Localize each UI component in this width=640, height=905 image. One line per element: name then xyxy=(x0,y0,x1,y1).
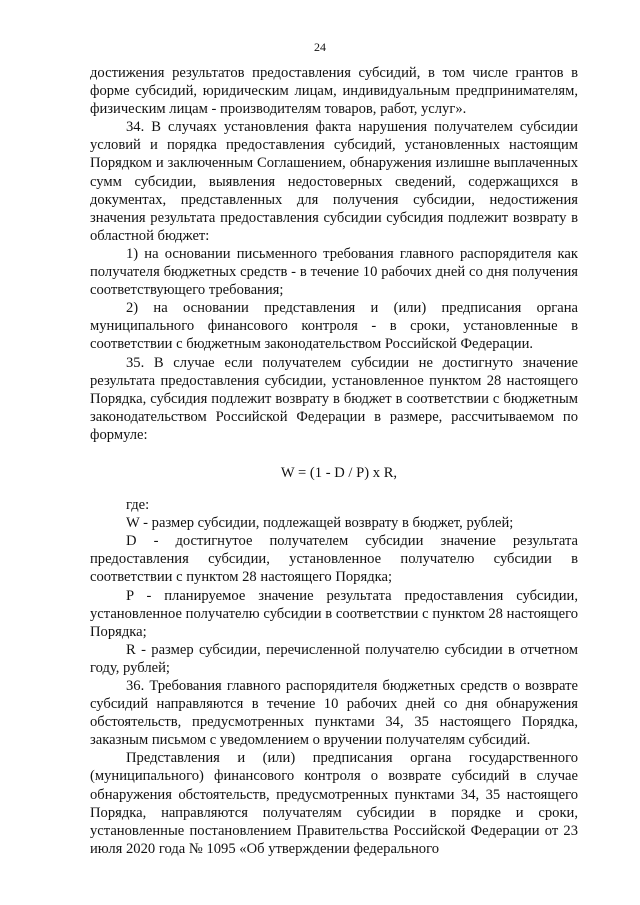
paragraph-subitem-1: 1) на основании письменного требования главного распорядителя как получателя бюджетных средств - в течение 10 рабочих дней со дня получения соответствующего требования; xyxy=(90,245,578,299)
paragraph-subitem-2: 2) на основании представления и (или) предписания органа муниципального финансового контроля - в сроки, установленные в соответствии с бюджетным законодательством Российской Федерации. xyxy=(90,300,578,353)
formula: W = (1 - D / P) x R, xyxy=(280,464,398,481)
paragraph-item-35: 35. В случае если получателем субсидии не достигнуто значение результата предоставления субсидии, установленное пунктом 28 настоящего Порядка, субсидия подлежит возврату в бюджет в соответствии с бюджетным законодательством Российской Федерации в размере, рассчитываемом по формуле: xyxy=(90,354,578,443)
definitions-intro: где: xyxy=(126,497,150,514)
paragraph-item-34: 34. В случаях установления факта нарушения получателем субсидии условий и порядка предоставления субсидий, установленных настоящим Порядком и заключенным Соглашением, обнаружения излишне выплаченных сумм субсидии, выявления недостоверных сведений, содержащихся в документах, представленных для получения субсидии, недостижения значения результата предоставления субсидии субсидия подлежит возврату в областной бюджет: xyxy=(90,119,578,244)
paragraph-item-36: 36. Требования главного распорядителя бюджетных средств о возврате субсидий направляются в течение 10 рабочих дней со дня обнаружения обстоятельств, предусмотренных пунктами 34, 35 настоящего Порядка, заказным письмом с уведомлением о вручении получателям субсидий. xyxy=(90,678,578,749)
paragraph-continuation: достижения результатов предоставления субсидий, в том числе грантов в форме субсидий, юридическим лицам, индивидуальным предпринимателям, физическим лицам - производителям товаров, работ, услуг». xyxy=(90,65,578,118)
definition-d: D - достигнутое получателем субсидии значение результата предоставления субсидии, установленное получателю субсидии в соответствии с пунктом 28 настоящего Порядка; xyxy=(90,533,578,586)
page-number: 24 xyxy=(314,40,326,54)
definition-p: P - планируемое значение результата предоставления субсидии, установленное получателю субсидии в соответствии с пунктом 28 настоящего Порядка; xyxy=(90,587,578,640)
document-body xyxy=(90,64,578,858)
definition-w: W - размер субсидии, подлежащей возврату в бюджет, рублей; xyxy=(126,515,514,532)
definition-r: R - размер субсидии, перечисленной получателю субсидии в отчетном году, рублей; xyxy=(90,641,578,676)
paragraph-representations: Представления и (или) предписания органа государственного (муниципального) финансового контроля о возврате субсидий в случае обнаружения обстоятельств, предусмотренных пунктами 34, 35 настоящего Порядка, направляются получателям субсидии в порядке и сроки, установленные постановлением Правительства Российской Федерации от 23 июля 2020 года № 1095 «Об утверждении федерального xyxy=(90,750,578,857)
